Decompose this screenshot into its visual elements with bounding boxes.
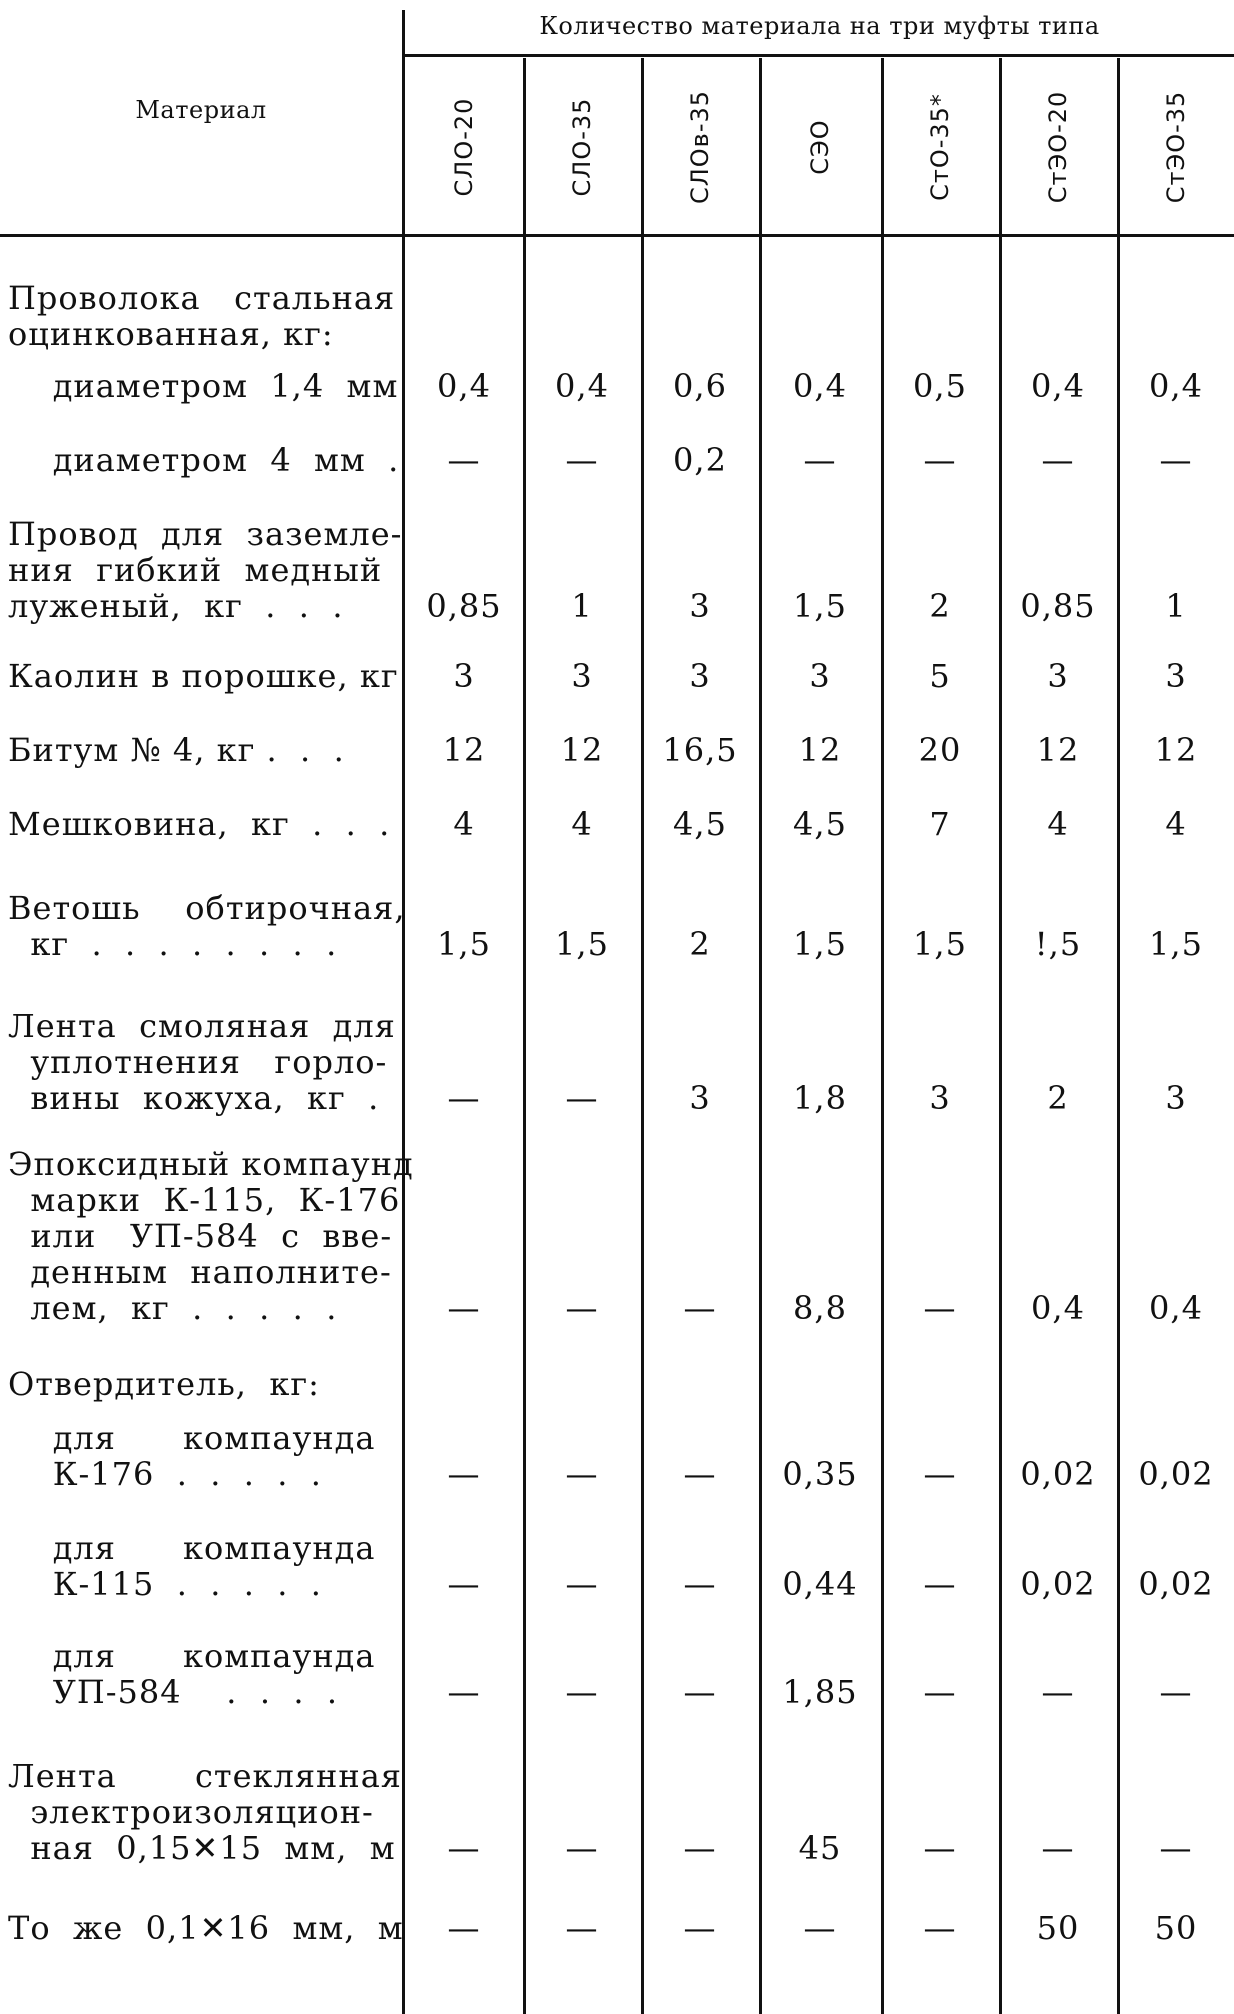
table-cell: —	[447, 1289, 481, 1327]
table-cell: —	[565, 1079, 599, 1117]
column-divider	[523, 58, 526, 2014]
row-label: Ветошь обтирочная,	[8, 889, 406, 927]
row-label: для компаунда	[8, 1637, 376, 1675]
table-cell: —	[447, 1829, 481, 1867]
table-cell: 3	[453, 657, 475, 695]
table-cell: —	[683, 1565, 717, 1603]
table-cell: !,5	[1034, 925, 1082, 963]
table-cell: 0,85	[426, 587, 502, 625]
table-cell: 3	[689, 587, 711, 625]
material-column-header: Материал	[135, 96, 267, 124]
table-cell: 1,5	[793, 925, 847, 963]
table-cell: 0,44	[782, 1565, 858, 1603]
row-label: Лента смоляная для	[8, 1007, 396, 1045]
table-cell: —	[683, 1673, 717, 1711]
table-cell: —	[683, 1289, 717, 1327]
table-cell: 0,02	[1020, 1455, 1096, 1493]
table-cell: 3	[1047, 657, 1069, 695]
table-cell: 4	[571, 805, 593, 843]
row-label: Провод для заземле-	[8, 515, 403, 553]
table-cell: —	[923, 1673, 957, 1711]
table-cell: —	[683, 1829, 717, 1867]
table-cell: —	[565, 1565, 599, 1603]
table-cell: 4,5	[793, 805, 847, 843]
table-cell: 50	[1154, 1909, 1198, 1947]
table-cell: —	[803, 441, 837, 479]
table-cell: 1	[571, 587, 593, 625]
table-cell: 1,5	[793, 587, 847, 625]
table-cell: 0,6	[673, 367, 727, 405]
table-cell: 16,5	[662, 731, 738, 769]
row-label: луженый, кг . . .	[8, 587, 344, 625]
table-cell: —	[1159, 441, 1193, 479]
row-label: Мешковина, кг . . .	[8, 805, 391, 843]
row-label: вины кожуха, кг .	[8, 1079, 380, 1117]
row-label: для компаунда	[8, 1419, 376, 1457]
table-cell: 0,4	[1149, 1289, 1203, 1327]
table-cell: 2	[929, 587, 951, 625]
table-cell: 3	[809, 657, 831, 695]
table-cell: 12	[1036, 731, 1080, 769]
row-label: Битум № 4, кг . . .	[8, 731, 345, 769]
table-cell: 3	[1165, 1079, 1187, 1117]
table-cell: 12	[560, 731, 604, 769]
table-cell: —	[1159, 1673, 1193, 1711]
table-cell: —	[683, 1909, 717, 1947]
quantity-group-header: Количество материала на три муфты типа	[539, 12, 1100, 40]
table-cell: —	[1041, 1673, 1075, 1711]
row-label: Лента стеклянная	[8, 1757, 402, 1795]
table-cell: 20	[918, 731, 962, 769]
table-cell: 0,4	[793, 367, 847, 405]
row-label: Проволока стальная	[8, 279, 396, 317]
table-cell: —	[923, 1289, 957, 1327]
table-cell: 0,4	[1031, 1289, 1085, 1327]
table-cell: 3	[689, 657, 711, 695]
table-cell: 1,5	[1149, 925, 1203, 963]
table-cell: 0,2	[673, 441, 727, 479]
table-cell: 3	[689, 1079, 711, 1117]
col-header-4: СтО-35*	[926, 93, 954, 201]
table-cell: —	[923, 1829, 957, 1867]
table-cell: —	[565, 441, 599, 479]
table-cell: 4	[1047, 805, 1069, 843]
table-cell: 0,4	[555, 367, 609, 405]
table-cell: 3	[571, 657, 593, 695]
row-label: диаметром 1,4 мм	[8, 367, 399, 405]
row-label: ная 0,15✕15 мм, м	[8, 1829, 396, 1867]
table-cell: 4	[453, 805, 475, 843]
table-cell: 2	[689, 925, 711, 963]
table-cell: 1,8	[793, 1079, 847, 1117]
table-cell: —	[923, 441, 957, 479]
row-label: ния гибкий медный	[8, 551, 383, 589]
table-cell: 4	[1165, 805, 1187, 843]
table-cell: 12	[1154, 731, 1198, 769]
row-label: диаметром 4 мм .	[8, 441, 400, 479]
table-cell: 1,5	[555, 925, 609, 963]
table-cell: —	[447, 441, 481, 479]
row-label: Эпоксидный компаунд	[8, 1145, 414, 1183]
column-divider	[641, 58, 644, 2014]
table-cell: —	[447, 1565, 481, 1603]
col-header-3: СЭО	[806, 119, 834, 175]
col-header-5: СтЭО-20	[1044, 90, 1072, 204]
table-cell: —	[565, 1673, 599, 1711]
table-cell: —	[803, 1909, 837, 1947]
table-cell: 5	[929, 657, 951, 695]
table-cell: —	[1041, 1829, 1075, 1867]
column-divider	[759, 58, 762, 2014]
header-rule-top	[405, 54, 1234, 57]
row-label: К-176 . . . . .	[8, 1455, 322, 1493]
table-cell: 0,4	[1149, 367, 1203, 405]
table-cell: 12	[798, 731, 842, 769]
col-header-6: СтЭО-35	[1161, 90, 1190, 204]
table-cell: —	[923, 1565, 957, 1603]
column-divider	[402, 10, 405, 2014]
row-label: Каолин в порошке, кг	[8, 657, 399, 695]
row-label: оцинкованная, кг:	[8, 315, 334, 353]
table-cell: —	[1159, 1829, 1193, 1867]
table-cell: —	[447, 1079, 481, 1117]
header-rule-bottom	[0, 234, 1234, 237]
row-label: УП-584 . . . .	[8, 1673, 339, 1711]
row-label: Отвердитель, кг:	[8, 1365, 320, 1403]
table-cell: —	[565, 1829, 599, 1867]
row-label: или УП-584 с вве-	[8, 1217, 393, 1255]
table-cell: 0,35	[782, 1455, 858, 1493]
table-cell: 3	[929, 1079, 951, 1117]
row-label: уплотнения горло-	[8, 1043, 388, 1081]
table-cell: —	[447, 1909, 481, 1947]
col-header-1: СЛО-35	[568, 97, 596, 197]
table-cell: 1	[1165, 587, 1187, 625]
column-divider	[881, 58, 884, 2014]
table-cell: 0,4	[1031, 367, 1085, 405]
table-cell: —	[447, 1455, 481, 1493]
table-cell: —	[1041, 441, 1075, 479]
table-cell: 1,5	[437, 925, 491, 963]
row-label: То же 0,1✕16 мм, м	[8, 1909, 404, 1947]
table-cell: 12	[442, 731, 486, 769]
table-cell: —	[683, 1455, 717, 1493]
table-cell: —	[565, 1909, 599, 1947]
table-cell: —	[923, 1455, 957, 1493]
table-cell: 3	[1165, 657, 1187, 695]
table-cell: 0,5	[913, 367, 967, 405]
table-cell: 0,85	[1020, 587, 1096, 625]
table-cell: 45	[798, 1829, 842, 1867]
table-cell: 8,8	[793, 1289, 847, 1327]
row-label: электроизоляцион-	[8, 1793, 374, 1831]
table-cell: 1,5	[913, 925, 967, 963]
table-cell: 50	[1036, 1909, 1080, 1947]
row-label: денным наполните-	[8, 1253, 392, 1291]
row-label: для компаунда	[8, 1529, 376, 1567]
column-divider	[1117, 58, 1120, 2014]
table-cell: 0,02	[1138, 1455, 1214, 1493]
column-divider	[999, 58, 1002, 2014]
table-cell: 4,5	[673, 805, 727, 843]
table-cell: 0,4	[437, 367, 491, 405]
row-label: лем, кг . . . . .	[8, 1289, 338, 1327]
col-header-2: СЛОв-35	[686, 89, 714, 205]
table-cell: —	[447, 1673, 481, 1711]
col-header-0: СЛО-20	[450, 97, 478, 197]
table-cell: —	[923, 1909, 957, 1947]
table-cell: —	[565, 1455, 599, 1493]
table-cell: —	[565, 1289, 599, 1327]
row-label: К-115 . . . . .	[8, 1565, 322, 1603]
row-label: кг . . . . . . . .	[8, 925, 338, 963]
table-cell: 0,02	[1020, 1565, 1096, 1603]
table-cell: 7	[929, 805, 951, 843]
table-cell: 0,02	[1138, 1565, 1214, 1603]
row-label: марки К-115, К-176	[8, 1181, 401, 1219]
table-cell: 2	[1047, 1079, 1069, 1117]
table-cell: 1,85	[782, 1673, 858, 1711]
